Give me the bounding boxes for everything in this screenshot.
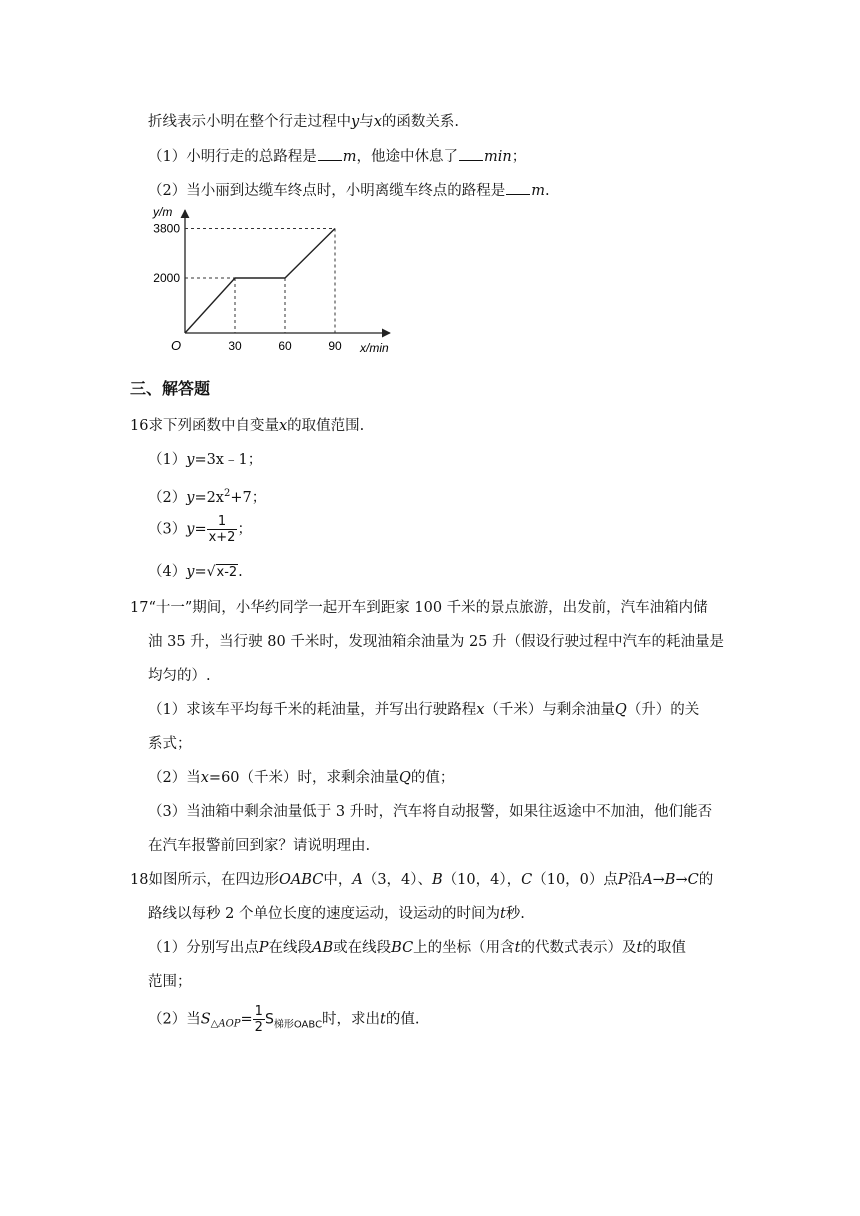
x-tick-label: 60 (278, 339, 292, 353)
q16-item4: （4）y=√x-2. (148, 564, 243, 580)
sqrt-icon: √ (206, 564, 216, 580)
q15-intro: 折线表示小明在整个行走过程中y与x的函数关系. (148, 114, 459, 130)
q18-line2: 路线以每秒 2 个单位长度的速度运动，设运动的时间为t秒. (148, 906, 525, 922)
fraction: $\frac{1}{x+2}$ (208, 514, 236, 545)
q17-line2: 油 35 升，当行驶 80 千米时，发现油箱余油量为 25 升（假设行驶过程中汽车的耗油量是 (148, 634, 725, 650)
series-line (185, 229, 335, 334)
q17-part3-cont: 在汽车报警前回到家？请说明理由. (148, 838, 371, 854)
q16-item1: （1）y=3x﹣1； (148, 452, 263, 468)
x-axis-label: x/min (360, 341, 389, 355)
q17-part2: （2）当x=60（千米）时，求剩余油量Q的值； (148, 770, 455, 786)
answer-blank[interactable] (318, 146, 342, 161)
q17-line3: 均匀的）. (148, 668, 211, 684)
y-tick-label: 3800 (153, 221, 180, 236)
q18-part1-cont: 范围； (148, 974, 192, 990)
y-axis-label: y/m (153, 205, 173, 219)
q15-part2: （2）当小丽到达缆车终点时，小明离缆车终点的路程是 m. (148, 180, 550, 201)
x-tick-label: 30 (228, 339, 242, 353)
q16-item2: $(2)y=2x^2+7$； (148, 488, 267, 506)
q18-part1: （1）分别写出点P在线段AB或在线段BC上的坐标（用含t的代数式表示）及t的取值 (148, 940, 686, 956)
section-title: 三、解答题 (130, 379, 211, 398)
q17-line1: 17“十一”期间，小华约同学一起开车到距家 100 千米的景点旅游，出发前，汽车油箱内储 (130, 600, 708, 616)
q17-part1-cont: 系式； (148, 736, 192, 752)
q18-line1: 18如图所示，在四边形OABC中，A（3，4）、B（10，4），C（10，0）点P沿A→B→C的 (130, 872, 714, 888)
answer-blank[interactable] (506, 180, 530, 195)
q18-part2: （2）当$S_{\triangle AOP}=$ $\frac{1}{2}$ $S_{梯形OABC}$时，求出t的值. (148, 1004, 420, 1035)
x-tick-label: 90 (328, 339, 342, 353)
distance-time-chart (145, 200, 405, 360)
q17-part3: （3）当油箱中剩余油量低于 3 升时，汽车将自动报警，如果往返途中不加油，他们能否 (148, 804, 713, 820)
q15-part1: （1）小明行走的总路程是 m，他途中休息了 min； (148, 146, 526, 167)
q16-stem: 16求下列函数中自变量x的取值范围. (130, 418, 365, 434)
origin-label: O (171, 338, 182, 353)
y-tick-label: 2000 (153, 271, 180, 285)
fraction: $\frac{1}{2}$ (254, 1004, 263, 1035)
answer-blank[interactable] (459, 146, 483, 161)
q17-part1: （1）求该车平均每千米的耗油量，并写出行驶路程x（千米）与剩余油量Q（升）的关 (148, 702, 700, 718)
q16-item3: （3）y= $\frac{1}{x+2}$ ； (148, 514, 252, 545)
